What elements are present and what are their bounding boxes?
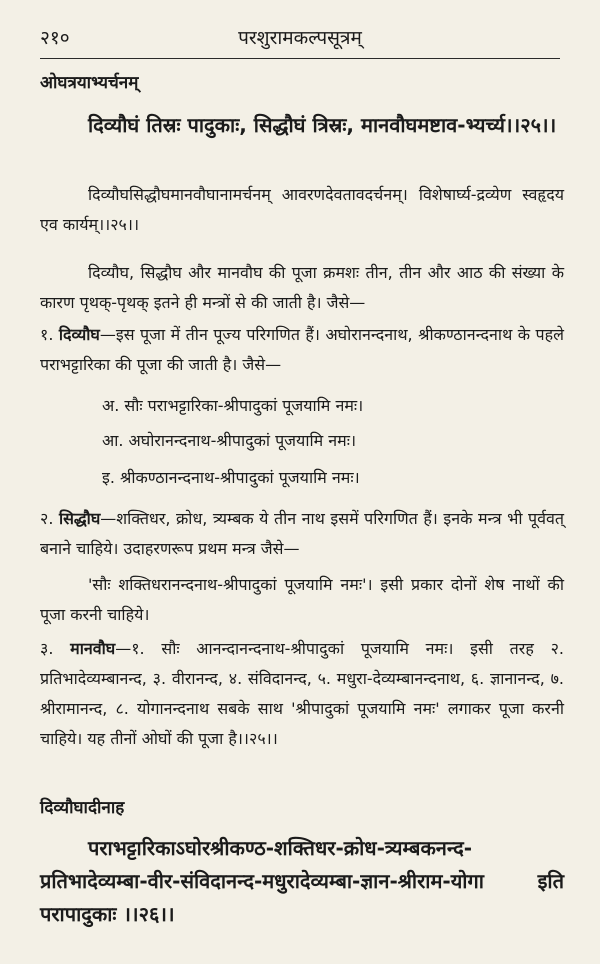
section-heading-divyaughadi: दिव्यौघादीनाह: [40, 798, 125, 818]
mantra-a: अ. सौः पराभट्टारिका-श्रीपादुकां पूजयामि नमः।: [102, 396, 364, 415]
item-text: —शक्तिधर, क्रोध, त्र्यम्बक ये तीन नाथ इसमें परिगणित हैं। इनके मन्त्र भी पूर्ववत् बनाने चाहिये। उदाहरणरूप प्रथम मन्त्र जैसे—: [40, 509, 564, 558]
mantra-i: इ. श्रीकण्ठानन्दनाथ-श्रीपादुकां पूजयामि नमः।: [102, 468, 360, 487]
mantra-aa: आ. अघोरानन्दनाथ-श्रीपादुकां पूजयामि नमः।: [102, 431, 357, 450]
item-text: —इस पूजा में तीन पूज्य परिगणित हैं। अघोरानन्दनाथ, श्रीकण्ठानन्दनाथ के पहले पराभट्टारिका की पूजा की जाती है। जैसे—: [40, 325, 564, 374]
item-siddhaugha: [40, 504, 564, 564]
item-heading: सिद्धौघ: [58, 509, 101, 528]
item-text: —१. सौः आनन्दानन्दनाथ-श्रीपादुकां पूजयामि नमः। इसी तरह २. प्रतिभादेव्यम्बानन्द, ३. वीरानन्द, ४. संविदानन्द, ५. मधुरा-देव्यम्बानन्दनाथ, ६. ज्ञानानन्द, ७. श्रीरामानन्द, ८. योगानन्दनाथ सबके साथ 'श्रीपादुकां पूजयामि नमः' लगाकर पूजा करनी चाहिये। यह तीनों ओघों की पूजा है।।२५।।: [40, 639, 564, 748]
item-heading: मानवौघ: [70, 639, 116, 658]
running-title: परशुरामकल्पसूत्रम्: [238, 27, 362, 49]
siddhaugha-continuation: 'सौः शक्तिधरानन्दनाथ-श्रीपादुकां पूजयामि नमः'। इसी प्रकार दोनों शेष नाथों की पूजा करनी चाहिये।: [40, 575, 564, 624]
sutra-25: दिव्यौघं तिस्रः पादुकाः, सिद्धौघं त्रिस्रः, मानवौघमष्टाव-भ्यर्च्य।।२५।।: [88, 113, 557, 137]
sutra-26: पराभट्टारिकाऽघोरश्रीकण्ठ-शक्तिधर-क्रोध-त्र्यम्बकनन्द-प्रतिभादेव्यम्बा-वीर-संविदानन्द-मधुरादेव्यम्बा-ज्ञान-श्रीराम-योगा इति परापादुकाः ।।२६।।: [40, 836, 564, 926]
item-number: ३.: [40, 639, 54, 658]
section-heading-oghatraya: ओघत्रयाभ्यर्चनम्: [40, 73, 139, 93]
hindi-para-intro: दिव्यौघ, सिद्धौघ और मानवौघ की पूजा क्रमशः तीन, तीन और आठ की संख्या के कारण पृथक्-पृथक् इतने ही मन्त्रों से की जाती है। जैसे—: [40, 263, 564, 312]
header-rule: [40, 58, 560, 59]
page-number: २१०: [40, 27, 70, 49]
item-divyaugha: [40, 320, 564, 380]
running-header: [40, 24, 560, 58]
item-number: २.: [40, 509, 54, 528]
commentary-25: दिव्यौघसिद्धौघमानवौघानामर्चनम् आवरणदेवतावदर्चनम्। विशेषार्घ्य-द्रव्येण स्वहृदय एव कार्यम्।।२५।।: [40, 185, 564, 234]
item-number: १.: [40, 325, 54, 344]
item-manavaugha: [40, 634, 564, 754]
item-heading: दिव्यौघ: [58, 325, 100, 344]
